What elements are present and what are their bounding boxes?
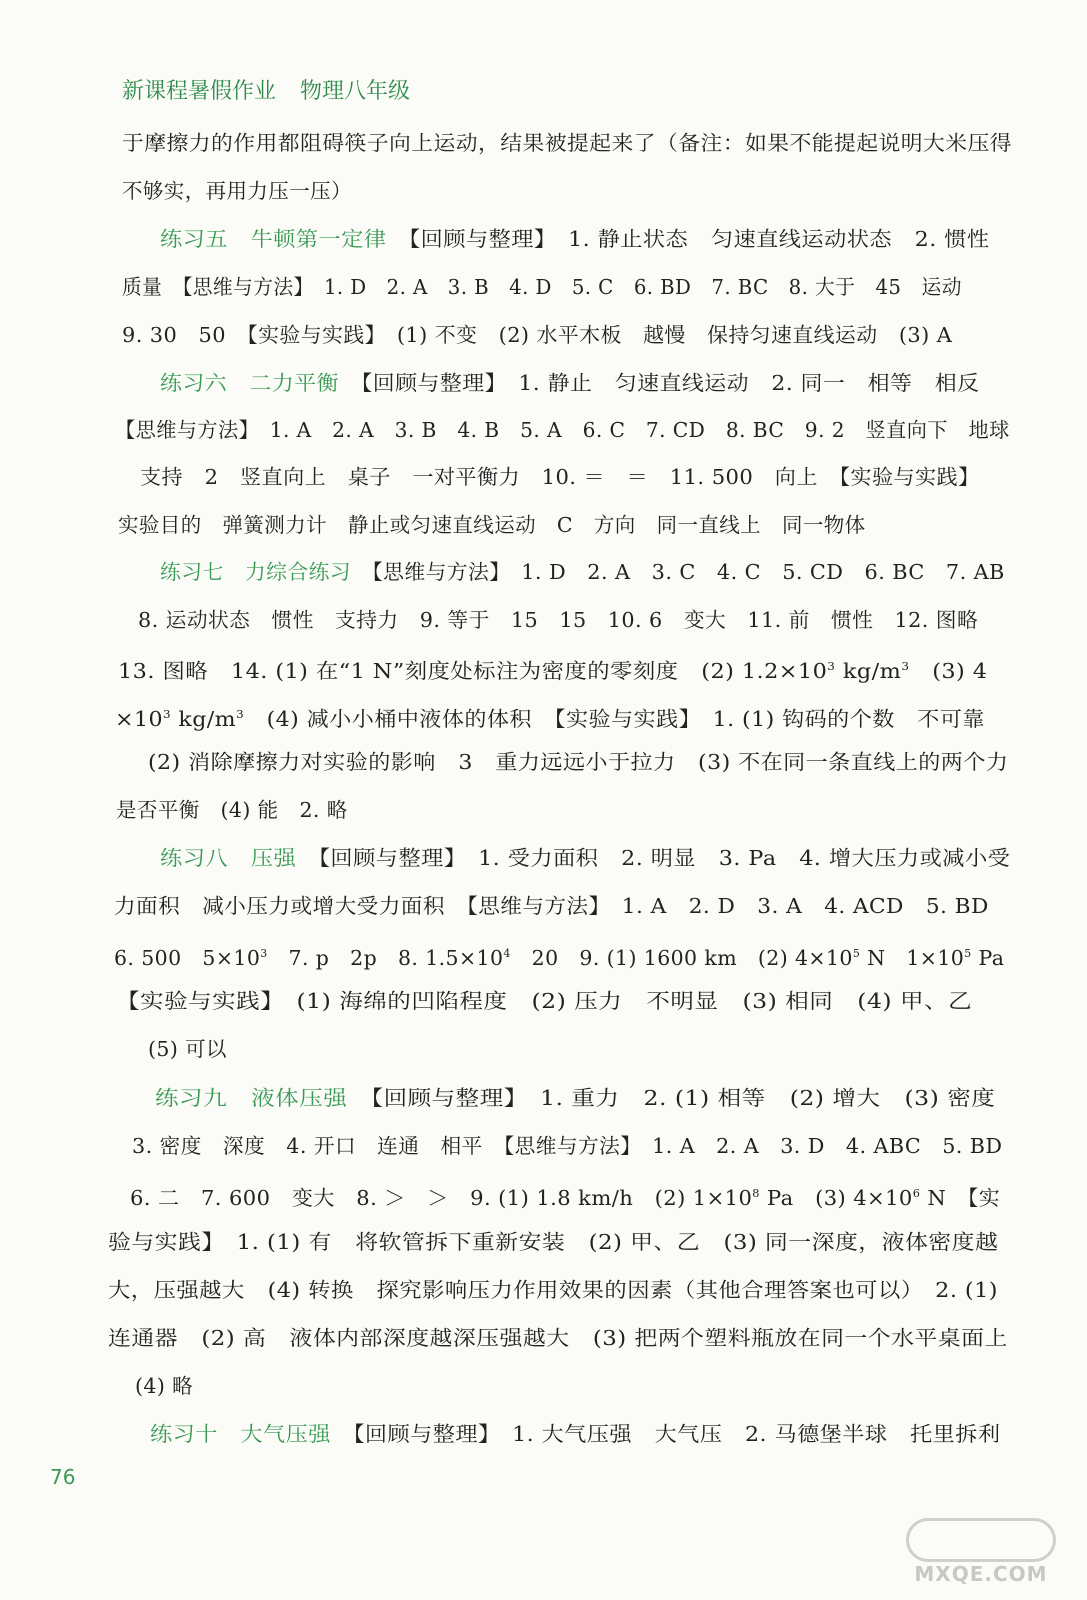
exponent: 3 bbox=[162, 708, 171, 721]
exponent: 3 bbox=[901, 660, 910, 673]
text-line bbox=[116, 986, 972, 1016]
text-segment: Pa bbox=[971, 946, 1005, 970]
text-line bbox=[140, 462, 980, 492]
text-line bbox=[115, 415, 1010, 445]
exponent: 8 bbox=[752, 1187, 760, 1200]
text-line bbox=[160, 224, 990, 254]
text-segment: 不够实，再用力压一压） bbox=[122, 179, 352, 203]
exercise-title: 练习八 压强 bbox=[160, 846, 297, 870]
text-line bbox=[160, 843, 1010, 873]
text-segment: 验与实践】 1. (1) 有 将软管拆下重新安装 (2) 甲、乙 (3) 同一深度，液体密度越 bbox=[108, 1230, 999, 1254]
watermark bbox=[901, 1518, 1061, 1590]
text-line bbox=[122, 320, 952, 350]
text-segment: (3) 4 bbox=[909, 659, 988, 683]
exercise-title: 练习六 二力平衡 bbox=[160, 371, 339, 395]
text-line bbox=[108, 1275, 998, 1305]
exponent: 3 bbox=[827, 660, 836, 673]
text-segment: N 【实 bbox=[920, 1186, 1001, 1210]
text-line bbox=[160, 557, 1005, 587]
exercise-title: 练习五 牛顿第一定律 bbox=[160, 227, 387, 251]
exponent: 5 bbox=[852, 947, 861, 960]
text-line bbox=[160, 368, 980, 398]
text-segment: 【回顾与整理】 1. 大气压强 大气压 2. 马德堡半球 托里拆利 bbox=[330, 1422, 1001, 1446]
text-segment: (4) 减小小桶中液体的体积 【实验与实践】 1. (1) 钩码的个数 不可靠 bbox=[244, 707, 985, 731]
exponent: 4 bbox=[503, 947, 511, 960]
text-segment: 7. p 2p 8. 1.5×10 bbox=[267, 946, 504, 970]
text-segment: 质量 【思维与方法】 1. D 2. A 3. B 4. D 5. C 6. BD 7. BC 8. 大于 45 运动 bbox=[122, 275, 962, 299]
exercise-title: 练习七 力综合练习 bbox=[160, 560, 352, 584]
text-line bbox=[122, 128, 1012, 158]
text-segment: N 1×10 bbox=[860, 946, 965, 970]
text-segment: 8. 运动状态 惯性 支持力 9. 等于 15 15 10. 6 变大 11. 前 惯性 12. 图略 bbox=[138, 608, 979, 632]
exponent: 6 bbox=[912, 1187, 921, 1200]
page-number: 76 bbox=[50, 1465, 76, 1489]
text-line bbox=[116, 795, 348, 825]
text-segment: 9. 30 50 【实验与实践】 (1) 不变 (2) 水平木板 越慢 保持匀速直线运动 (3) A bbox=[122, 323, 953, 347]
text-segment: kg/m bbox=[835, 659, 902, 683]
text-line bbox=[108, 1323, 1008, 1353]
text-segment: 20 9. (1) 1600 km (2) 4×10 bbox=[510, 946, 853, 970]
text-segment: 3. 密度 深度 4. 开口 连通 相平 【思维与方法】 1. A 2. A 3. D 4. ABC 5. BD bbox=[132, 1134, 1003, 1158]
text-segment: 【思维与方法】 1. D 2. A 3. C 4. C 5. CD 6. BC 7. AB bbox=[351, 560, 1005, 584]
text-line bbox=[122, 176, 352, 206]
text-line bbox=[130, 1179, 1000, 1213]
text-segment: 【回顾与整理】 1. 重力 2. (1) 相等 (2) 增大 (3) 密度 bbox=[347, 1086, 996, 1110]
text-segment: 大，压强越大 (4) 转换 探究影响压力作用效果的因素（其他合理答案也可以） 2. (1) bbox=[108, 1278, 998, 1302]
text-line bbox=[108, 1227, 998, 1257]
text-segment: 【回顾与整理】 1. 受力面积 2. 明显 3. Pa 4. 增大压力或减小受 bbox=[296, 846, 1011, 870]
text-segment: 【回顾与整理】 1. 静止 匀速直线运动 2. 同一 相等 相反 bbox=[338, 371, 980, 395]
text-line bbox=[114, 939, 1004, 973]
text-segment: 【实验与实践】 (1) 海绵的凹陷程度 (2) 压力 不明显 (3) 相同 (4) 甲、乙 bbox=[116, 989, 973, 1013]
text-segment: kg/m bbox=[170, 707, 237, 731]
book-title: 新课程暑假作业 bbox=[122, 79, 277, 104]
text-line bbox=[155, 1083, 995, 1113]
exercise-title: 练习十 大气压强 bbox=[150, 1422, 331, 1446]
text-segment: 支持 2 竖直向上 桌子 一对平衡力 10. ＝ ＝ 11. 500 向上 【实验与实践】 bbox=[140, 465, 980, 489]
text-line bbox=[138, 605, 978, 635]
watermark-logo-icon bbox=[906, 1518, 1056, 1562]
text-segment: 是否平衡 (4) 能 2. 略 bbox=[116, 798, 348, 822]
exercise-title: 练习九 液体压强 bbox=[155, 1086, 348, 1110]
text-line bbox=[150, 1419, 1000, 1449]
text-segment: 6. 500 5×10 bbox=[114, 946, 261, 970]
exponent: 5 bbox=[964, 947, 972, 960]
text-segment: ×10 bbox=[115, 707, 163, 731]
text-segment: (2) 消除摩擦力对实验的影响 3 重力远远小于拉力 (3) 不在同一条直线上的两个力 bbox=[148, 750, 1009, 774]
exponent: 3 bbox=[260, 947, 268, 960]
text-segment: (5) 可以 bbox=[148, 1037, 227, 1061]
text-segment: 力面积 减小压力或增大受力面积 【思维与方法】 1. A 2. D 3. A 4. ACD 5. BD bbox=[114, 894, 989, 918]
text-line bbox=[118, 652, 987, 686]
text-line bbox=[115, 700, 985, 734]
text-line bbox=[148, 747, 1008, 777]
text-line bbox=[114, 891, 989, 921]
text-segment: 【思维与方法】 1. A 2. A 3. B 4. B 5. A 6. C 7. CD 8. BC 9. 2 竖直向下 地球 bbox=[115, 418, 1010, 442]
exponent: 3 bbox=[236, 708, 245, 721]
subject-grade: 物理八年级 bbox=[300, 79, 411, 104]
text-segment: (4) 略 bbox=[135, 1374, 194, 1398]
page-header bbox=[122, 74, 410, 105]
text-segment: 于摩擦力的作用都阻碍筷子向上运动，结果被提起来了（备注：如果不能提起说明大米压得 bbox=[122, 131, 1012, 155]
text-line bbox=[118, 510, 866, 540]
text-segment: 连通器 (2) 高 液体内部深度越深压强越大 (3) 把两个塑料瓶放在同一个水平桌面上 bbox=[108, 1326, 1008, 1350]
text-segment: 6. 二 7. 600 变大 8. ＞ ＞ 9. (1) 1.8 km/h (2) 1×10 bbox=[130, 1186, 753, 1210]
text-line bbox=[135, 1371, 193, 1401]
watermark-url: MXQE.COM bbox=[914, 1562, 1048, 1586]
text-segment: Pa (3) 4×10 bbox=[759, 1186, 913, 1210]
text-segment: 【回顾与整理】 1. 静止状态 匀速直线运动状态 2. 惯性 bbox=[386, 227, 990, 251]
text-segment: 13. 图略 14. (1) 在“1 N”刻度处标注为密度的零刻度 (2) 1.2×10 bbox=[118, 659, 828, 683]
text-line bbox=[148, 1034, 227, 1064]
text-line bbox=[132, 1131, 1002, 1161]
text-line bbox=[122, 272, 962, 302]
text-segment: 实验目的 弹簧测力计 静止或匀速直线运动 C 方向 同一直线上 同一物体 bbox=[118, 513, 866, 537]
